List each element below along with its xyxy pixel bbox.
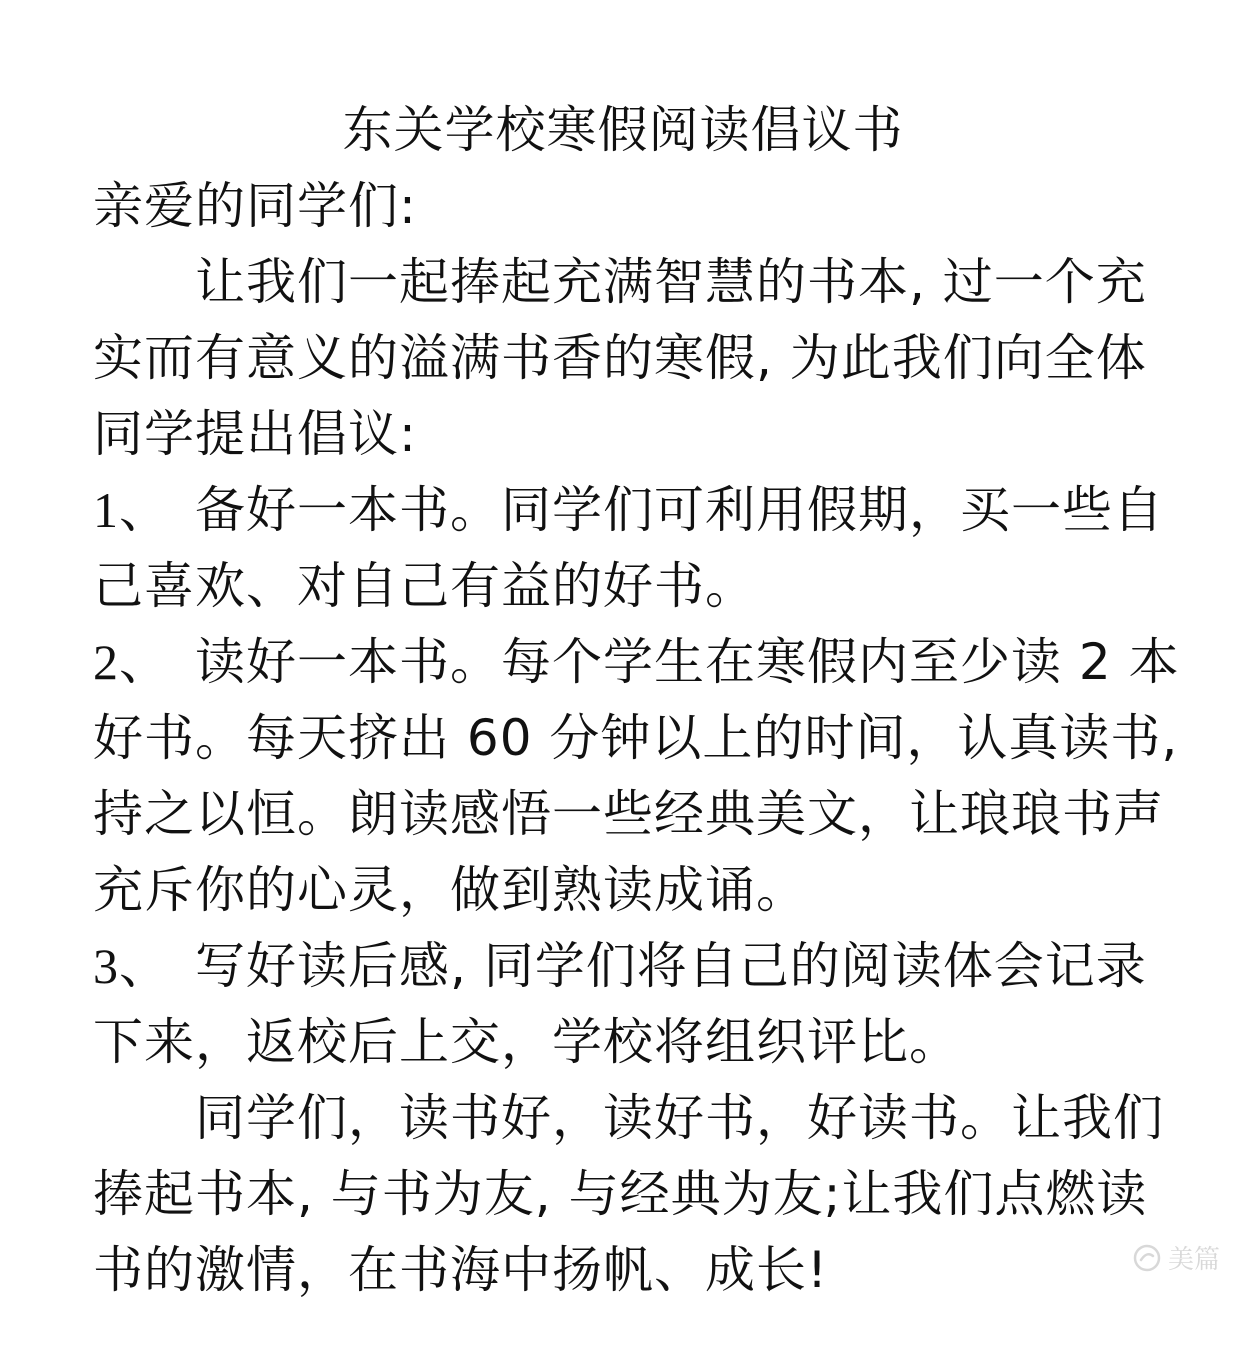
list-item-2-line: 好书。每天挤出 60 分钟以上的时间，认真读书, [93,709,1179,767]
list-item-text: 写好读后感, 同学们将自己的阅读体会记录 [195,937,1147,995]
list-item-3-line [93,928,1153,1004]
list-item-1-line [93,472,1164,548]
list-item-2-line: 充斥你的心灵，做到熟读成诵。 [93,861,807,919]
closing-line: 捧起书本, 与书为友, 与经典为友;让我们点燃读 [93,1165,1148,1223]
greeting: 亲爱的同学们: [93,177,417,235]
list-item-text: 读好一本书。每个学生在寒假内至少读 2 本 [195,633,1180,691]
list-number: 2、 [93,634,170,690]
watermark [1132,1239,1220,1276]
list-item-text: 备好一本书。同学们可利用假期，买一些自 [195,481,1164,539]
list-item-3-line: 下来，返校后上交，学校将组织评比。 [93,1013,960,1071]
document-title: 东关学校寒假阅读倡议书 [342,101,904,159]
watermark-text: 美篇 [1167,1245,1220,1275]
closing-line: 书的激情，在书海中扬帆、成长! [93,1241,829,1299]
list-number: 1、 [93,482,170,538]
intro-line: 让我们一起捧起充满智慧的书本, 过一个充 [195,253,1147,311]
list-item-1-line: 己喜欢、对自己有益的好书。 [93,557,756,615]
intro-line: 同学提出倡议: [93,405,417,463]
closing-line: 同学们，读书好，读好书，好读书。让我们 [195,1089,1164,1147]
list-item-2-line: 持之以恒。朗读感悟一些经典美文，让琅琅书声 [93,785,1164,843]
list-item-2-line [93,624,1180,700]
meipian-logo-icon [1132,1243,1162,1273]
intro-line: 实而有意义的溢满书香的寒假, 为此我们向全体 [93,329,1147,387]
proposal-document [93,92,1180,1308]
list-number: 3、 [93,938,170,994]
